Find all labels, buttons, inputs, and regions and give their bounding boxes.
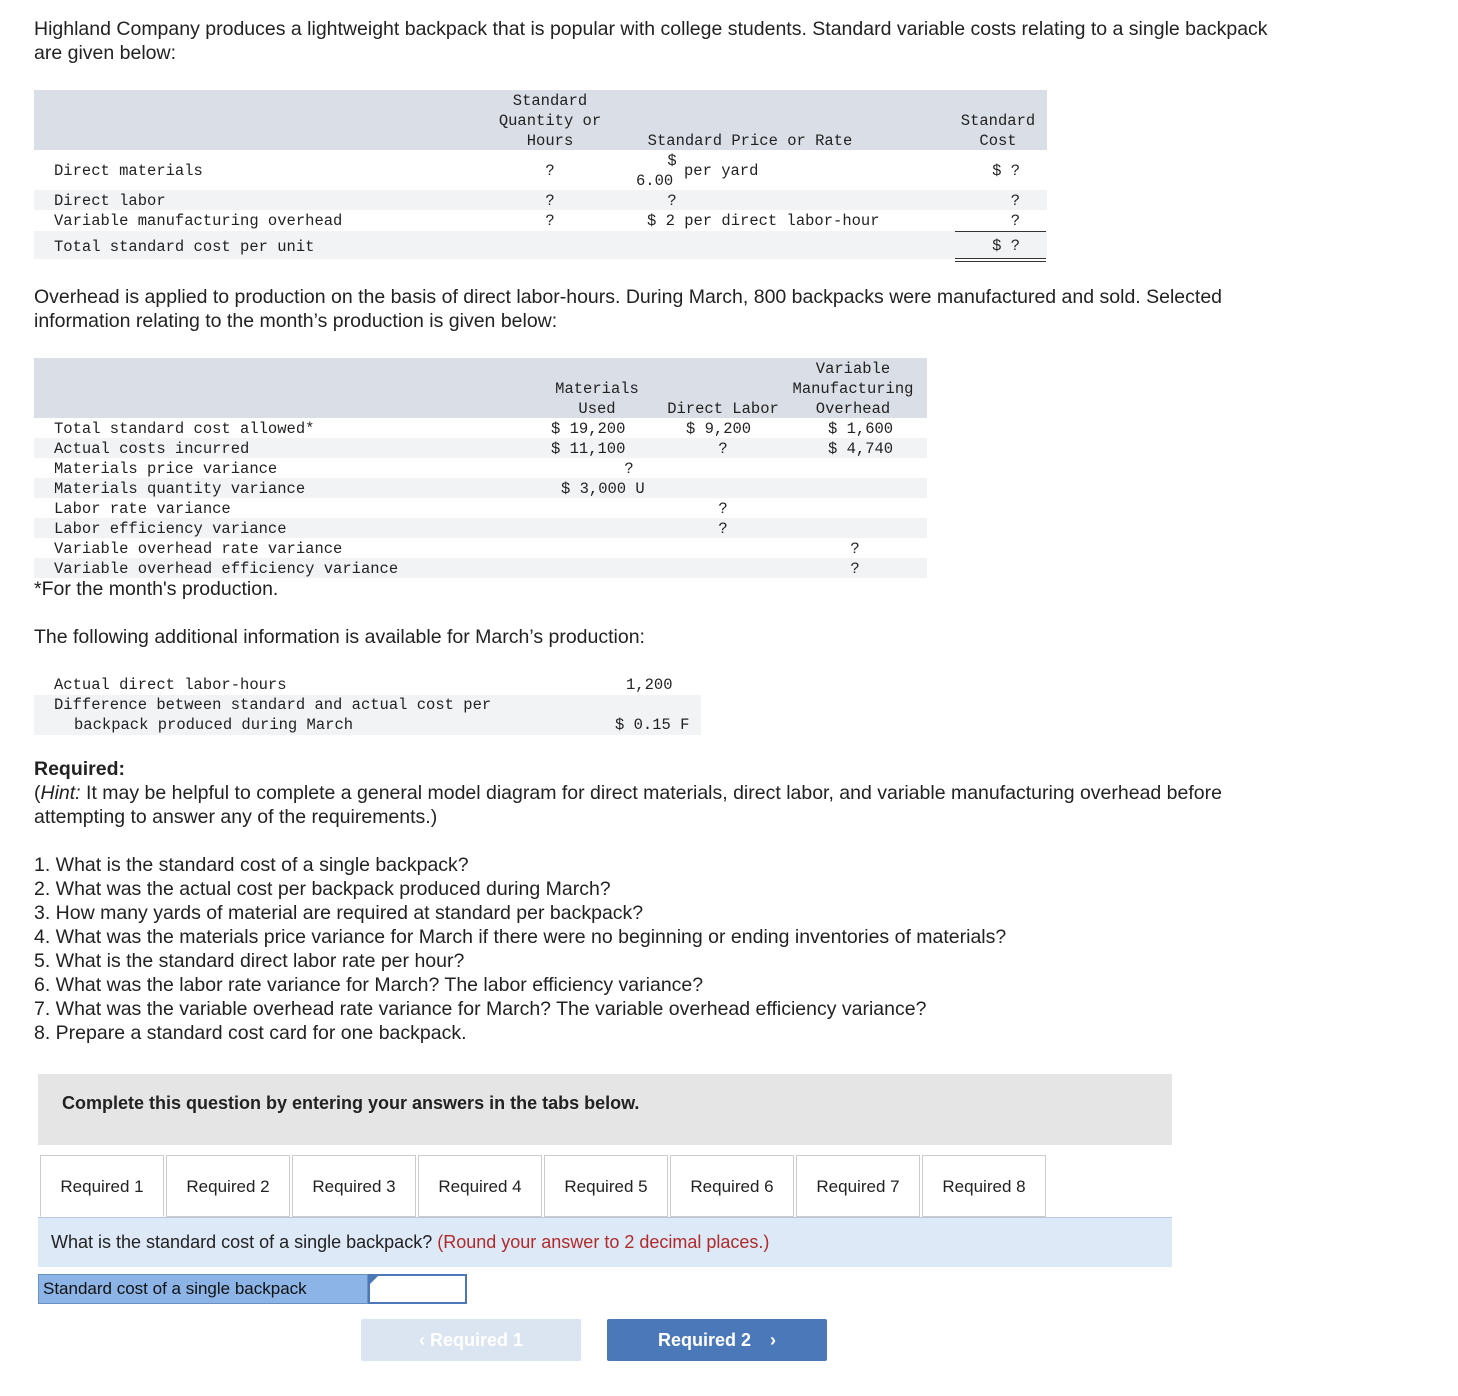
price-unit-direct-materials: per yard — [684, 162, 759, 180]
standard-cost-input[interactable] — [372, 1278, 466, 1302]
t2-overhead-cell: ? — [850, 540, 860, 558]
answer-label-cell — [38, 1274, 368, 1304]
t2-row-label: Labor efficiency variance — [54, 520, 287, 538]
tab-required-6[interactable]: Required 6 — [670, 1155, 794, 1217]
tab-required-3[interactable]: Required 3 — [292, 1155, 416, 1217]
price-value-direct-materials: 6.00 — [636, 172, 674, 190]
required-heading: Required: — [34, 758, 126, 780]
t2-row-label: Variable overhead rate variance — [54, 540, 343, 558]
header-direct-labor: Direct Labor — [667, 400, 779, 418]
overhead-text: Overhead is applied to production on the basis of direct labor-hours. During March, 800 backpacks were manufactured and sold. Selected information relating to the month’s production is given below: — [34, 286, 1223, 332]
tab-required-8[interactable]: Required 8 — [922, 1155, 1046, 1217]
qty-direct-materials: ? — [545, 162, 555, 180]
additional-info-text: The following additional information is available for March’s production: — [34, 626, 645, 648]
t2-labor-cell: ? — [718, 440, 728, 458]
t2-materials-cell: $ 3,000 U — [561, 480, 645, 498]
next-required-button[interactable]: Required 2 › — [607, 1319, 827, 1361]
t2-overhead-cell: $ 4,740 — [828, 440, 894, 458]
requirement-item: 2. What was the actual cost per backpack produced during March? — [34, 878, 611, 900]
cost-direct-labor: ? — [1010, 192, 1020, 210]
actual-labor-hours-label: Actual direct labor-hours — [54, 676, 287, 694]
t2-labor-cell: ? — [718, 500, 728, 518]
answer-label: Standard cost of a single backpack — [43, 1279, 307, 1298]
tab-required-2[interactable]: Required 2 — [166, 1155, 290, 1217]
t2-overhead-cell: ? — [850, 560, 860, 578]
t2-row-label: Variable overhead efficiency variance — [54, 560, 399, 578]
answer-input-cell[interactable] — [368, 1274, 467, 1304]
chevron-left-icon: ‹ — [418, 1330, 425, 1350]
row-label-direct-labor: Direct labor — [54, 192, 166, 210]
requirement-item: 7. What was the variable overhead rate variance for March? The variable overhead efficiency variance? — [34, 998, 927, 1020]
t2-materials-cell: $ 11,100 — [551, 440, 626, 458]
tab-required-1[interactable]: Required 1 — [40, 1155, 164, 1217]
cost-difference-label-cont: backpack produced during March — [74, 716, 354, 734]
t2-row-label: Actual costs incurred — [54, 440, 250, 458]
tab-required-7[interactable]: Required 7 — [796, 1155, 920, 1217]
table-footnote: *For the month's production. — [34, 578, 279, 600]
tab-required-5[interactable]: Required 5 — [544, 1155, 668, 1217]
cost-direct-materials: $ ? — [992, 162, 1020, 180]
t2-overhead-cell: $ 1,600 — [828, 420, 894, 438]
question-text: What is the standard cost of a single backpack? (Round your answer to 2 decimal places.) — [51, 1232, 770, 1252]
requirement-item: 6. What was the labor rate variance for March? The labor efficiency variance? — [34, 974, 704, 996]
header-standard-cost: Standard Cost — [960, 112, 1036, 150]
header-standard-price: Standard Price or Rate — [647, 132, 853, 150]
row-label-variable-overhead: Variable manufacturing overhead — [54, 212, 343, 230]
hint-text: (Hint: It may be helpful to complete a general model diagram for direct materials, direct labor, and variable manufacturing overhead before attempting to answer any of the requirements.) — [34, 782, 1222, 828]
question-note: (Round your answer to 2 decimal places.) — [437, 1232, 770, 1252]
instruction-box — [38, 1074, 1172, 1145]
row-label-direct-materials: Direct materials — [54, 162, 203, 180]
requirement-item: 5. What is the standard direct labor rate per hour? — [34, 950, 465, 972]
t2-materials-cell: ? — [624, 460, 634, 478]
instruction-text: Complete this question by entering your answers in the tabs below. — [62, 1093, 640, 1113]
row-label-total-standard-cost: Total standard cost per unit — [54, 238, 315, 256]
t2-labor-cell: ? — [718, 520, 728, 538]
price-variable-overhead: $ 2 per direct labor-hour — [647, 212, 880, 230]
requirements-list — [34, 853, 1006, 1045]
t2-row-label: Materials price variance — [54, 460, 278, 478]
t2-labor-cell: $ 9,200 — [686, 420, 752, 438]
prev-required-button[interactable]: ‹ Required 1 — [361, 1319, 581, 1361]
requirement-item: 8. Prepare a standard cost card for one backpack. — [34, 1022, 467, 1044]
requirement-item: 1. What is the standard cost of a single backpack? — [34, 854, 469, 876]
header-materials-used: Materials Used — [555, 380, 639, 418]
question-bar — [38, 1217, 1172, 1267]
header-variable-overhead: Variable Manufacturing Overhead — [792, 360, 914, 418]
t2-row-label: Labor rate variance — [54, 500, 231, 518]
t2-row-label: Materials quantity variance — [54, 480, 306, 498]
actual-labor-hours-value: 1,200 — [626, 676, 673, 694]
price-dollar-direct-materials: $ — [667, 152, 677, 170]
requirement-item: 4. What was the materials price variance for March if there were no beginning or ending inventories of materials? — [34, 926, 1007, 948]
chevron-right-icon: › — [770, 1330, 777, 1350]
cost-total: $ ? — [992, 237, 1020, 255]
cost-difference-label: Difference between standard and actual cost per — [54, 696, 492, 714]
t2-materials-cell: $ 19,200 — [551, 420, 626, 438]
intro-text: Highland Company produces a lightweight backpack that is popular with college students. Standard variable costs relating to a single backpack are given below: — [34, 18, 1268, 64]
tab-required-4[interactable]: Required 4 — [418, 1155, 542, 1217]
requirement-item: 3. How many yards of material are required at standard per backpack? — [34, 902, 644, 924]
cost-difference-value: $ 0.15 F — [615, 716, 690, 734]
t2-row-label: Total standard cost allowed* — [54, 420, 315, 438]
header-standard-quantity: Standard Quantity or Hours — [498, 92, 602, 150]
cost-variable-overhead: ? — [1010, 212, 1020, 230]
price-direct-labor: ? — [667, 192, 677, 210]
qty-direct-labor: ? — [545, 192, 555, 210]
qty-variable-overhead: ? — [545, 212, 555, 230]
